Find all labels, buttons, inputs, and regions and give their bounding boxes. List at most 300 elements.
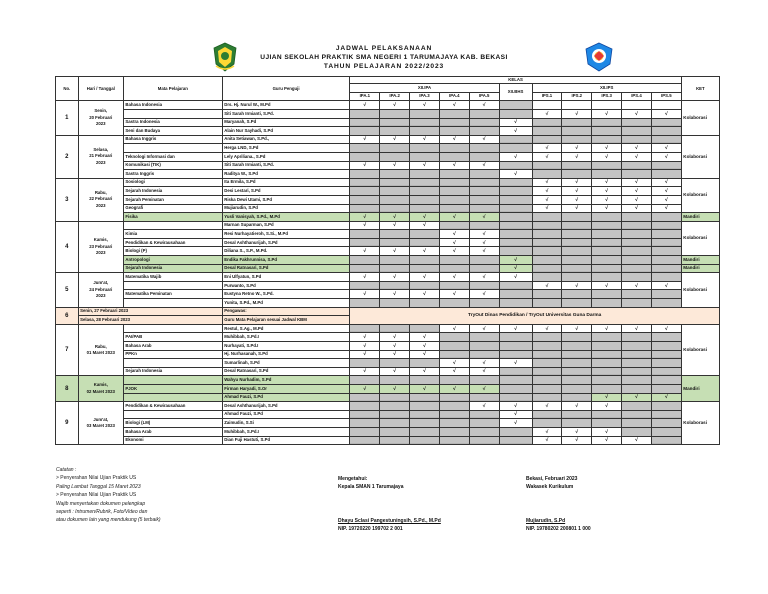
- class-check-cell: [592, 384, 622, 393]
- class-check-cell: [562, 410, 592, 419]
- class-check-cell: √: [651, 281, 681, 290]
- row-number: 8: [56, 376, 79, 402]
- table-row: [56, 256, 720, 265]
- subject-cell: Sejarah Indonesia: [123, 264, 222, 273]
- class-check-cell: √: [439, 324, 469, 333]
- sign-name: Dhayu Sclasi Pangestuningsih, S.Pd., M.Pd: [338, 517, 441, 524]
- tryout-supervisor: Guru Mata Pelajaran sesuai Jadwal KBM: [222, 316, 350, 325]
- subject-cell: Sejarah Indonesia: [123, 367, 222, 376]
- class-check-cell: [439, 127, 469, 136]
- class-check-cell: √: [532, 178, 562, 187]
- class-check-cell: [651, 384, 681, 393]
- class-check-cell: [499, 178, 532, 187]
- teacher-cell: Hj. Nurhasanah, S.Pd: [222, 350, 350, 359]
- class-check-cell: √: [439, 230, 469, 239]
- class-check-cell: [592, 127, 622, 136]
- class-check-cell: √: [350, 135, 380, 144]
- day-label: Senin,: [94, 108, 108, 114]
- row-number: 2: [56, 135, 79, 178]
- subject-cell: Bahasa Indonesia: [123, 101, 222, 110]
- teacher-cell: Desi Lestari, S.Pd: [222, 187, 350, 196]
- class-check-cell: √: [499, 127, 532, 136]
- class-check-cell: √: [592, 144, 622, 153]
- class-check-cell: [592, 221, 622, 230]
- class-check-cell: √: [439, 101, 469, 110]
- col-class: IPS.3: [592, 92, 622, 101]
- table-row: [56, 178, 720, 187]
- class-check-cell: √: [410, 367, 440, 376]
- class-check-cell: [651, 402, 681, 411]
- teacher-cell: Desal Ashthanurijah, S.Pd: [222, 402, 350, 411]
- subject-cell: Bahasa Arab: [123, 427, 222, 436]
- class-check-cell: [499, 213, 532, 222]
- ket-cell: Kolaborasi: [681, 135, 719, 178]
- class-check-cell: [562, 419, 592, 428]
- table-row: [56, 376, 720, 385]
- class-check-cell: [439, 410, 469, 419]
- class-check-cell: √: [532, 402, 562, 411]
- class-check-cell: √: [380, 161, 410, 170]
- class-check-cell: [592, 376, 622, 385]
- class-check-cell: [622, 427, 652, 436]
- class-check-cell: √: [439, 384, 469, 393]
- class-check-cell: [562, 170, 592, 179]
- class-check-cell: √: [532, 281, 562, 290]
- class-check-cell: √: [499, 419, 532, 428]
- day-date-cell: [78, 376, 123, 402]
- class-check-cell: √: [499, 273, 532, 282]
- class-check-cell: √: [651, 204, 681, 213]
- class-check-cell: [651, 273, 681, 282]
- teacher-cell: Drs. Hj. Nurul W., M.Pd: [222, 101, 350, 110]
- class-check-cell: [532, 384, 562, 393]
- class-check-cell: [562, 384, 592, 393]
- class-check-cell: [592, 367, 622, 376]
- class-check-cell: √: [499, 359, 532, 368]
- teacher-cell: Lely Apriliana., S.Pd: [222, 152, 350, 161]
- table-row: [56, 410, 720, 419]
- class-check-cell: [469, 281, 499, 290]
- class-check-cell: √: [562, 178, 592, 187]
- class-check-cell: [380, 299, 410, 308]
- class-check-cell: [350, 376, 380, 385]
- subject-cell: Seni dan Budaya: [123, 127, 222, 136]
- class-check-cell: [380, 410, 410, 419]
- day-date-cell: [78, 221, 123, 273]
- row-number: 6: [56, 307, 79, 324]
- class-check-cell: √: [439, 273, 469, 282]
- class-check-cell: [469, 195, 499, 204]
- subject-cell: [123, 359, 222, 368]
- date-label: 03 Maret 2023: [86, 423, 115, 429]
- class-check-cell: [350, 264, 380, 273]
- class-check-cell: [592, 264, 622, 273]
- teacher-cell: Yunita, S.Pd., M.Pd: [222, 299, 350, 308]
- class-check-cell: √: [651, 152, 681, 161]
- signature-principal: [338, 475, 441, 534]
- class-check-cell: [499, 101, 532, 110]
- class-check-cell: √: [651, 393, 681, 402]
- class-check-cell: [439, 264, 469, 273]
- class-check-cell: [532, 273, 562, 282]
- class-check-cell: [350, 410, 380, 419]
- class-check-cell: √: [380, 101, 410, 110]
- table-row: [56, 109, 720, 118]
- class-check-cell: √: [410, 101, 440, 110]
- class-check-cell: [380, 109, 410, 118]
- teacher-cell: Zaimudin, S.Si: [222, 419, 350, 428]
- class-check-cell: [410, 419, 440, 428]
- class-check-cell: [439, 221, 469, 230]
- class-check-cell: [350, 238, 380, 247]
- class-check-cell: [532, 135, 562, 144]
- class-check-cell: √: [380, 135, 410, 144]
- class-check-cell: [622, 221, 652, 230]
- class-check-cell: √: [592, 436, 622, 445]
- class-check-cell: √: [410, 350, 440, 359]
- table-row: [56, 350, 720, 359]
- class-check-cell: [499, 342, 532, 351]
- ket-cell: Kolaborasi: [681, 221, 719, 255]
- class-check-cell: √: [469, 273, 499, 282]
- subject-cell: [123, 393, 222, 402]
- class-check-cell: [532, 256, 562, 265]
- table-row: [56, 238, 720, 247]
- class-check-cell: √: [469, 359, 499, 368]
- note-line: atau dokumen lain yang mendukung (5 terbaik): [56, 517, 161, 524]
- subject-cell: Sastra Indonesia: [123, 118, 222, 127]
- tryout-row: [56, 307, 720, 316]
- class-check-cell: √: [592, 324, 622, 333]
- class-check-cell: [410, 256, 440, 265]
- day-date-cell: [78, 273, 123, 307]
- row-number: 4: [56, 221, 79, 273]
- class-check-cell: [622, 161, 652, 170]
- class-check-cell: [562, 118, 592, 127]
- class-check-cell: [651, 213, 681, 222]
- class-check-cell: [439, 299, 469, 308]
- class-check-cell: [380, 238, 410, 247]
- class-check-cell: [532, 221, 562, 230]
- teacher-cell: Dian Fuji Hastuti, S.Pd: [222, 436, 350, 445]
- class-check-cell: [532, 299, 562, 308]
- subject-cell: Sejarah Peminatan: [123, 195, 222, 204]
- class-check-cell: √: [350, 384, 380, 393]
- ket-cell: Mandiri: [681, 376, 719, 402]
- col-class: IPS.1: [532, 92, 562, 101]
- class-check-cell: [410, 170, 440, 179]
- col-kelas: KELAS: [350, 77, 681, 84]
- class-check-cell: √: [469, 402, 499, 411]
- class-check-cell: [380, 402, 410, 411]
- class-check-cell: √: [469, 213, 499, 222]
- class-check-cell: [350, 178, 380, 187]
- class-check-cell: √: [439, 213, 469, 222]
- class-check-cell: [622, 264, 652, 273]
- class-check-cell: √: [380, 213, 410, 222]
- class-check-cell: [469, 109, 499, 118]
- class-check-cell: √: [410, 273, 440, 282]
- teacher-cell: Mujiarudin, S.Pd: [222, 204, 350, 213]
- class-check-cell: [532, 213, 562, 222]
- class-check-cell: [651, 342, 681, 351]
- class-check-cell: [562, 299, 592, 308]
- class-check-cell: √: [622, 195, 652, 204]
- class-check-cell: [562, 350, 592, 359]
- class-check-cell: √: [622, 152, 652, 161]
- class-check-cell: [622, 384, 652, 393]
- header-title: JADWAL PELAKSANAAN: [335, 45, 433, 52]
- class-check-cell: √: [499, 170, 532, 179]
- subject-cell: Matematika Wajib: [123, 273, 222, 282]
- class-check-cell: √: [410, 384, 440, 393]
- class-check-cell: √: [622, 393, 652, 402]
- class-check-cell: [380, 436, 410, 445]
- class-check-cell: [651, 436, 681, 445]
- class-check-cell: [350, 109, 380, 118]
- class-check-cell: √: [622, 204, 652, 213]
- class-check-cell: [562, 135, 592, 144]
- class-check-cell: [532, 376, 562, 385]
- class-check-cell: [410, 427, 440, 436]
- class-check-cell: [380, 264, 410, 273]
- class-check-cell: [622, 127, 652, 136]
- date-label: 23 Februari: [89, 243, 113, 249]
- class-check-cell: √: [350, 213, 380, 222]
- sign-nip: NIP. 19720220 199702 2 001: [338, 526, 403, 533]
- table-row: [56, 195, 720, 204]
- class-check-cell: [499, 384, 532, 393]
- subject-cell: Sastra Inggris: [123, 170, 222, 179]
- class-check-cell: √: [469, 247, 499, 256]
- class-check-cell: √: [651, 178, 681, 187]
- subject-cell: Biologi (P): [123, 247, 222, 256]
- class-check-cell: [622, 410, 652, 419]
- class-check-cell: [562, 213, 592, 222]
- class-check-cell: [350, 359, 380, 368]
- day-label: Selasa,: [93, 146, 109, 152]
- class-check-cell: √: [350, 247, 380, 256]
- col-hari: Hari / Tanggal: [78, 77, 123, 101]
- year-label: 2023: [96, 250, 106, 256]
- table-row: [56, 427, 720, 436]
- class-check-cell: [532, 230, 562, 239]
- table-row: [56, 324, 720, 333]
- subject-cell: [123, 410, 222, 419]
- class-check-cell: [532, 359, 562, 368]
- subject-cell: [123, 281, 222, 290]
- class-check-cell: [562, 264, 592, 273]
- class-check-cell: [532, 350, 562, 359]
- tryout-date: Senin, 27 Februari 2023: [78, 307, 222, 316]
- class-check-cell: [380, 204, 410, 213]
- class-check-cell: √: [532, 427, 562, 436]
- class-check-cell: [592, 419, 622, 428]
- class-check-cell: [499, 221, 532, 230]
- col-class: IPS.5: [651, 92, 681, 101]
- class-check-cell: [469, 204, 499, 213]
- class-check-cell: [380, 281, 410, 290]
- class-check-cell: [622, 238, 652, 247]
- day-label: Kamis,: [93, 382, 108, 388]
- class-check-cell: [622, 230, 652, 239]
- class-check-cell: [499, 290, 532, 299]
- row-number: 1: [56, 101, 79, 135]
- row-number: 7: [56, 324, 79, 376]
- class-check-cell: [380, 195, 410, 204]
- table-row: [56, 281, 720, 290]
- class-check-cell: [592, 410, 622, 419]
- class-check-cell: [439, 178, 469, 187]
- col-guru: Guru Penguji: [222, 77, 350, 101]
- class-check-cell: [469, 178, 499, 187]
- class-check-cell: [562, 342, 592, 351]
- class-check-cell: √: [532, 436, 562, 445]
- year-label: 2023: [96, 203, 106, 209]
- table-row: [56, 367, 720, 376]
- class-check-cell: [499, 238, 532, 247]
- class-check-cell: [651, 359, 681, 368]
- teacher-cell: Yusli Vanisyah, S.Pd., M.Pd: [222, 213, 350, 222]
- class-check-cell: [469, 350, 499, 359]
- class-check-cell: √: [469, 367, 499, 376]
- class-check-cell: [532, 290, 562, 299]
- col-xiips: XII.IPS: [532, 84, 681, 93]
- class-check-cell: √: [439, 247, 469, 256]
- class-check-cell: [350, 230, 380, 239]
- class-check-cell: [350, 152, 380, 161]
- class-check-cell: [380, 178, 410, 187]
- notes-section: [56, 466, 161, 525]
- class-check-cell: [439, 393, 469, 402]
- class-check-cell: [350, 299, 380, 308]
- table-row: [56, 290, 720, 299]
- class-check-cell: [439, 281, 469, 290]
- teacher-cell: Restul, S.Ag., M.Pd: [222, 324, 350, 333]
- class-check-cell: √: [622, 281, 652, 290]
- class-check-cell: √: [622, 324, 652, 333]
- col-class: IPA.2: [380, 92, 410, 101]
- teacher-cell: Siti Sarah Irmianti, S.Pd.: [222, 109, 350, 118]
- class-check-cell: √: [592, 152, 622, 161]
- class-check-cell: √: [439, 359, 469, 368]
- class-check-cell: [651, 161, 681, 170]
- class-check-cell: √: [532, 324, 562, 333]
- teacher-cell: Ahmad Fauzi, S.Pd: [222, 393, 350, 402]
- col-xiibhs: XII.BHS: [499, 84, 532, 101]
- subject-cell: Bahasa Inggris: [123, 135, 222, 144]
- class-check-cell: [380, 230, 410, 239]
- class-check-cell: [592, 135, 622, 144]
- class-check-cell: [622, 333, 652, 342]
- date-label: 20 Februari: [89, 114, 113, 120]
- class-check-cell: [350, 256, 380, 265]
- teacher-cell: Eustyna Retno W., S.Pd.: [222, 290, 350, 299]
- class-check-cell: √: [410, 161, 440, 170]
- table-row: [56, 273, 720, 282]
- class-check-cell: √: [532, 204, 562, 213]
- class-check-cell: √: [380, 273, 410, 282]
- class-check-cell: [469, 256, 499, 265]
- class-check-cell: [622, 367, 652, 376]
- class-check-cell: [410, 195, 440, 204]
- class-check-cell: [499, 109, 532, 118]
- teacher-cell: Eni Ulfyatun, S.Pd: [222, 273, 350, 282]
- date-label: 21 Februari: [89, 153, 113, 159]
- class-check-cell: [350, 393, 380, 402]
- class-check-cell: [651, 118, 681, 127]
- row-number: 3: [56, 178, 79, 221]
- teacher-cell: Desal Ratnasari, S.Pd: [222, 367, 350, 376]
- class-check-cell: [592, 256, 622, 265]
- class-check-cell: [651, 350, 681, 359]
- class-check-cell: [651, 419, 681, 428]
- class-check-cell: [532, 264, 562, 273]
- class-check-cell: √: [622, 436, 652, 445]
- teacher-cell: Purwanto, S.Pd: [222, 281, 350, 290]
- class-check-cell: √: [380, 367, 410, 376]
- teacher-cell: Maryanah, S.Pd: [222, 118, 350, 127]
- table-row: [56, 152, 720, 161]
- class-check-cell: √: [592, 281, 622, 290]
- class-check-cell: [592, 290, 622, 299]
- class-check-cell: √: [622, 109, 652, 118]
- date-label: 02 Maret 2023: [86, 388, 115, 394]
- day-label: Jum'at,: [93, 416, 109, 422]
- class-check-cell: [562, 333, 592, 342]
- class-check-cell: [622, 247, 652, 256]
- class-check-cell: [499, 436, 532, 445]
- class-check-cell: √: [380, 384, 410, 393]
- subject-cell: Teknologi Informasi dan: [123, 152, 222, 161]
- class-check-cell: [469, 264, 499, 273]
- class-check-cell: √: [469, 161, 499, 170]
- class-check-cell: [499, 393, 532, 402]
- class-check-cell: [410, 436, 440, 445]
- class-check-cell: √: [350, 161, 380, 170]
- class-check-cell: √: [499, 324, 532, 333]
- class-check-cell: [592, 299, 622, 308]
- class-check-cell: [562, 367, 592, 376]
- table-row: [56, 118, 720, 127]
- class-check-cell: [592, 238, 622, 247]
- class-check-cell: [380, 256, 410, 265]
- subject-cell: [123, 299, 222, 308]
- class-check-cell: [350, 324, 380, 333]
- teacher-cell: Alain Nur Sayhadi, S.Pd: [222, 127, 350, 136]
- teacher-cell: Firman Haryadi, S.Or: [222, 384, 350, 393]
- subject-cell: Fisika: [123, 213, 222, 222]
- teacher-cell: Sumarlinah, S.Pd: [222, 359, 350, 368]
- class-check-cell: [532, 393, 562, 402]
- class-check-cell: [439, 342, 469, 351]
- class-check-cell: [651, 230, 681, 239]
- note-line: seperti : Intrumen/Rubrik, Foto/Video dan: [56, 509, 148, 516]
- tryout-date: Selasa, 28 Februari 2023: [78, 316, 222, 325]
- subject-cell: Matematika Peminatan: [123, 290, 222, 299]
- class-check-cell: √: [499, 152, 532, 161]
- ket-cell: Kolaborasi: [681, 273, 719, 307]
- class-check-cell: [622, 118, 652, 127]
- subject-cell: Sosiologi: [123, 178, 222, 187]
- class-check-cell: √: [651, 195, 681, 204]
- class-check-cell: [410, 127, 440, 136]
- class-check-cell: [439, 204, 469, 213]
- class-check-cell: [651, 427, 681, 436]
- class-check-cell: √: [410, 247, 440, 256]
- class-check-cell: √: [439, 290, 469, 299]
- day-date-cell: [78, 135, 123, 178]
